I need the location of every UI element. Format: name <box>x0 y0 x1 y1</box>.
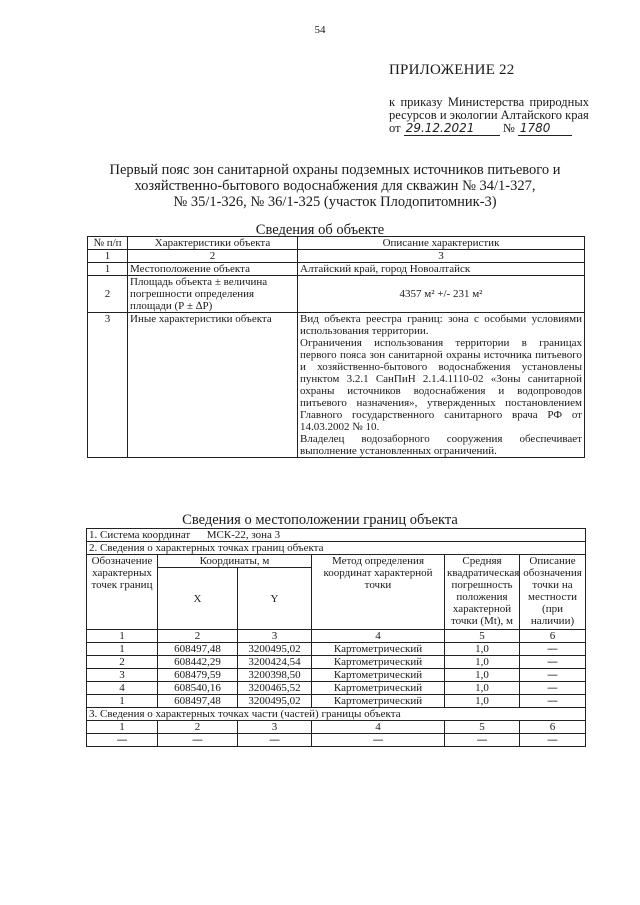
point-description: — <box>520 682 586 695</box>
row-description: 4357 м² +/- 231 м² <box>298 276 585 313</box>
point-description: — <box>520 695 586 708</box>
table-row <box>88 263 585 276</box>
part-dash-cell: — <box>312 734 445 747</box>
numbering-cell: 4 <box>312 721 445 734</box>
row-number: 1 <box>88 263 128 276</box>
section2-title: Сведения о местоположении границ объекта <box>182 512 458 528</box>
numbering-row <box>88 250 585 263</box>
point-id: 2 <box>87 656 158 669</box>
part-points-label: 3. Сведения о характерных точках части (частей) границы объекта <box>87 708 586 721</box>
point-error: 1,0 <box>445 656 520 669</box>
part-dash-cell: — <box>87 734 158 747</box>
point-x: 608442,29 <box>158 656 238 669</box>
point-x: 608497,48 <box>158 695 238 708</box>
point-method: Картометрический <box>312 669 445 682</box>
point-method: Картометрический <box>312 682 445 695</box>
table-row <box>88 276 585 313</box>
order-date: 29.12.2021 <box>404 122 500 136</box>
appendix-title: ПРИЛОЖЕНИЕ 22 <box>389 62 515 78</box>
header-error: Средняя квадратическая погрешность положения характерной точки (Mt), м <box>445 555 520 630</box>
numbering-cell: 2 <box>158 721 238 734</box>
point-y: 3200424,54 <box>238 656 312 669</box>
numbering-cell: 3 <box>238 630 312 643</box>
point-error: 1,0 <box>445 669 520 682</box>
order-signature-row <box>389 122 589 136</box>
point-error: 1,0 <box>445 643 520 656</box>
table-row <box>88 313 585 458</box>
header-method: Метод определения координат характерной точки <box>312 555 445 630</box>
numbering-cell: 5 <box>445 721 520 734</box>
points-label: 2. Сведения о характерных точках границ объекта <box>87 542 586 555</box>
point-x: 608540,16 <box>158 682 238 695</box>
part-numbering-row <box>87 721 586 734</box>
point-id: 1 <box>87 643 158 656</box>
point-id: 1 <box>87 695 158 708</box>
point-error: 1,0 <box>445 682 520 695</box>
order-number-prefix: № <box>502 121 515 135</box>
point-y: 3200495,02 <box>238 643 312 656</box>
table-row <box>87 643 586 656</box>
table-row <box>87 682 586 695</box>
header-x: X <box>158 568 238 630</box>
point-description: — <box>520 643 586 656</box>
title-line: № 35/1-326, № 36/1-325 (участок Плодопитомник-3) <box>173 194 497 210</box>
header-coordinates: Координаты, м <box>158 555 312 568</box>
part-dash-cell: — <box>238 734 312 747</box>
boundary-points-table <box>86 528 586 747</box>
order-number: 1780 <box>518 122 572 136</box>
point-id: 3 <box>87 669 158 682</box>
page-number: 54 <box>314 24 326 36</box>
header-point-description: Описание обозначения точки на местности (при наличии) <box>520 555 586 630</box>
numbering-cell: 2 <box>128 250 298 263</box>
coord-system-cell <box>87 529 586 542</box>
description-paragraph: Вид объекта реестра границ: зона с особыми условиями использования территории. <box>300 313 582 337</box>
numbering-cell: 6 <box>520 721 586 734</box>
coord-system-value: МСК-22, зона 3 <box>206 529 281 541</box>
part-dash-cell: — <box>520 734 586 747</box>
header-designation: Обозначение характерных точек границ <box>87 555 158 630</box>
title-line: Первый пояс зон санитарной охраны подземных источников питьевого и <box>109 162 561 178</box>
point-y: 3200398,50 <box>238 669 312 682</box>
coord-system-label: 1. Система координат <box>89 529 191 541</box>
numbering-cell: 6 <box>520 630 586 643</box>
numbering-cell: 3 <box>298 250 585 263</box>
numbering-row <box>87 630 586 643</box>
point-x: 608479,59 <box>158 669 238 682</box>
numbering-cell: 1 <box>88 250 128 263</box>
numbering-cell: 1 <box>87 630 158 643</box>
point-error: 1,0 <box>445 695 520 708</box>
table-row <box>87 656 586 669</box>
part-dash-cell: — <box>158 734 238 747</box>
point-y: 3200495,02 <box>238 695 312 708</box>
numbering-cell: 2 <box>158 630 238 643</box>
row-characteristic: Площадь объекта ± величина погрешности определения площади (Р ± ∆Р) <box>128 276 298 313</box>
section1-title: Сведения об объекте <box>255 222 385 238</box>
table-row <box>87 695 586 708</box>
row-number: 2 <box>88 276 128 313</box>
description-paragraph: Ограничения использования территории в границах первого пояса зон санитарной охраны источника питьевого и хозяйственно-бытового водоснабжения установлены пунктом 3.2.1 СанПиН 2.1.4.1110-02 «Зоны санитарной охраны источников водоснабжения и водопроводов питьевого назначения», утвержденных постановлением Главного государственного санитарного врача РФ от 14.03.2002 № 10. <box>300 337 582 433</box>
row-characteristic: Местоположение объекта <box>128 263 298 276</box>
point-id: 4 <box>87 682 158 695</box>
row-characteristic: Иные характеристики объекта <box>128 313 298 458</box>
part-points-label-row <box>87 708 586 721</box>
numbering-cell: 5 <box>445 630 520 643</box>
point-method: Картометрический <box>312 643 445 656</box>
order-reference <box>389 96 589 136</box>
row-description: Алтайский край, город Новоалтайск <box>298 263 585 276</box>
object-info-table <box>87 236 585 458</box>
title-line: хозяйственно-бытового водоснабжения для скважин № 34/1-327, <box>134 178 536 194</box>
header-description: Описание характеристик <box>298 237 585 250</box>
row-number: 3 <box>88 313 128 458</box>
part-dash-cell: — <box>445 734 520 747</box>
point-x: 608497,48 <box>158 643 238 656</box>
description-paragraph: Владелец водозаборного сооружения обеспечивает выполнение установленных ограничений. <box>300 433 582 457</box>
coord-system-row <box>87 529 586 542</box>
point-description: — <box>520 669 586 682</box>
point-y: 3200465,52 <box>238 682 312 695</box>
point-description: — <box>520 656 586 669</box>
table-header-row <box>88 237 585 250</box>
header-characteristic: Характеристики объекта <box>128 237 298 250</box>
row-description <box>298 313 585 458</box>
numbering-cell: 4 <box>312 630 445 643</box>
header-number: № п/п <box>88 237 128 250</box>
points-header-row <box>87 555 586 568</box>
header-y: Y <box>238 568 312 630</box>
document-title <box>100 162 570 210</box>
point-method: Картометрический <box>312 656 445 669</box>
order-text: к приказу Министерства природных ресурсов и экологии Алтайского края <box>389 95 589 122</box>
part-dash-row <box>87 734 586 747</box>
table-row <box>87 669 586 682</box>
points-label-row <box>87 542 586 555</box>
order-date-prefix: от <box>389 121 401 135</box>
point-method: Картометрический <box>312 695 445 708</box>
numbering-cell: 1 <box>87 721 158 734</box>
numbering-cell: 3 <box>238 721 312 734</box>
